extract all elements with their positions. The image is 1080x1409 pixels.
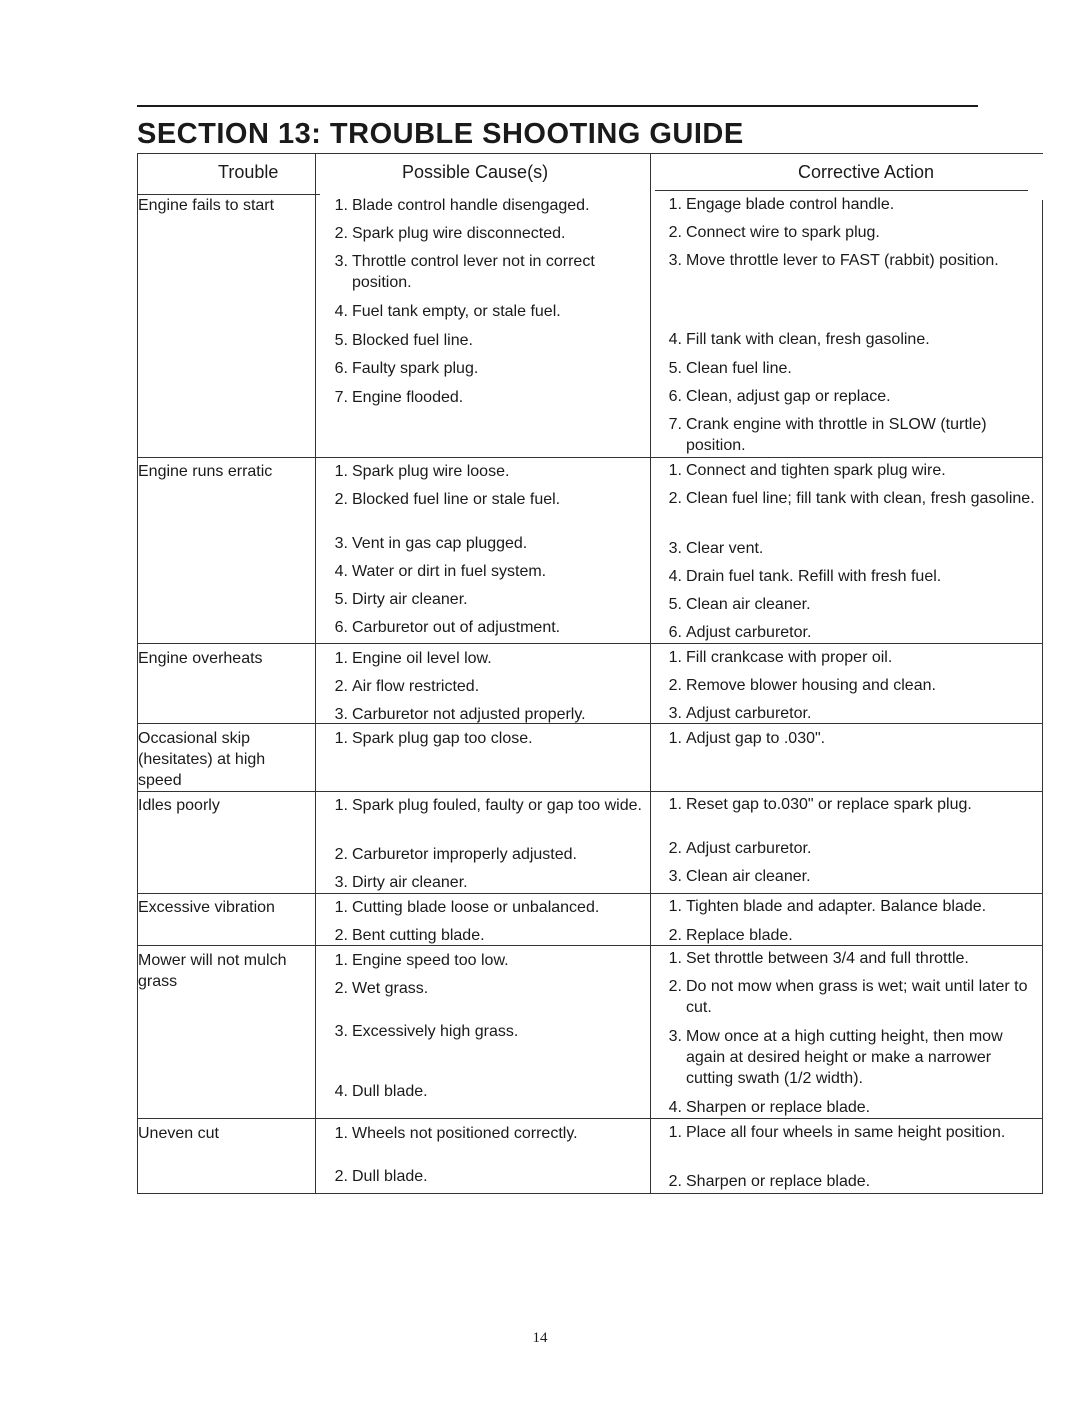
action-item: 4. Drain fuel tank. Refill with fresh fuel. [668, 568, 942, 585]
action-item: 2. Adjust carburetor. [668, 840, 812, 857]
action-item: 2. Remove blower housing and clean. [668, 677, 936, 694]
action-item: 3. Clear vent. [668, 540, 764, 557]
header-corrective-action: Corrective Action [798, 162, 935, 182]
action-item: 2. Replace blade. [668, 927, 793, 944]
trouble-cell: Engine fails to start [138, 197, 275, 214]
trouble-cell: Occasional skip (hesitates) at high speed [138, 730, 266, 789]
cause-item: 2. Blocked fuel line or stale fuel. [334, 491, 561, 508]
cause-item: 4. Dull blade. [334, 1083, 428, 1100]
action-item: 1. Fill crankcase with proper oil. [668, 649, 893, 666]
cause-item: 7. Engine flooded. [334, 389, 464, 406]
cause-item: 2. Bent cutting blade. [334, 927, 485, 944]
action-item: 2. Sharpen or replace blade. [668, 1173, 871, 1190]
column-divider-1 [315, 153, 316, 1194]
cause-item: 1. Engine oil level low. [334, 650, 492, 667]
row-divider [137, 791, 1042, 792]
action-item: 3. Clean air cleaner. [668, 868, 811, 885]
row-divider [137, 643, 1042, 644]
table-border-left [137, 153, 138, 1194]
trouble-cell: Idles poorly [138, 797, 220, 814]
cause-item: 1. Spark plug gap too close. [334, 730, 533, 747]
cause-item: 1. Cutting blade loose or unbalanced. [334, 899, 600, 916]
page-number: 14 [532, 1330, 548, 1346]
action-item: 1. Tighten blade and adapter. Balance blade. [668, 898, 987, 915]
title-underline [137, 153, 1043, 154]
cause-item: 1. Wheels not positioned correctly. [334, 1125, 578, 1142]
cause-item: 2. Wet grass. [334, 980, 429, 997]
top-rule [137, 105, 978, 107]
section-title: SECTION 13: TROUBLE SHOOTING GUIDE [137, 118, 744, 150]
action-item: 3. Adjust carburetor. [668, 705, 812, 722]
action-item: 2. Clean fuel line; fill tank with clean, fresh gasoline. [668, 490, 1035, 507]
action-item: 3. Move throttle lever to FAST (rabbit) position. [668, 252, 999, 269]
cause-item: 4. Water or dirt in fuel system. [334, 563, 547, 580]
action-item: 4. Sharpen or replace blade. [668, 1099, 871, 1116]
cause-item: 2. Dull blade. [334, 1168, 428, 1185]
trouble-cell: Engine runs erratic [138, 463, 273, 480]
action-item: 1. Reset gap to.030" or replace spark plug. [668, 796, 972, 813]
header-underline-action [655, 190, 1028, 191]
cause-item: 1. Engine speed too low. [334, 952, 509, 969]
cause-item: 6. Carburetor out of adjustment. [334, 619, 561, 636]
cause-item: 2. Carburetor improperly adjusted. [334, 846, 577, 863]
action-item: 1. Adjust gap to .030". [668, 730, 826, 747]
action-item: 1. Place all four wheels in same height position. [668, 1124, 1006, 1141]
cause-item: 5. Blocked fuel line. [334, 332, 473, 349]
cause-item: 2. Air flow restricted. [334, 678, 480, 695]
cause-item: 3. Carburetor not adjusted properly. [334, 706, 586, 723]
action-item: 2. Do not mow when grass is wet; wait until later to cut. [668, 978, 1028, 1016]
cause-item: 3. Throttle control lever not in correct position. [334, 253, 595, 291]
cause-item: 2. Spark plug wire disconnected. [334, 225, 566, 242]
trouble-cell: Excessive vibration [138, 899, 275, 916]
row-divider [137, 457, 1042, 458]
row-divider [137, 1118, 1042, 1119]
action-item: 1. Set throttle between 3/4 and full throttle. [668, 950, 969, 967]
action-item: 5. Clean fuel line. [668, 360, 792, 377]
cause-item: 1. Blade control handle disengaged. [334, 197, 590, 214]
table-border-right [1042, 200, 1043, 1194]
trouble-cell: Engine overheats [138, 650, 263, 667]
action-item: 4. Fill tank with clean, fresh gasoline. [668, 331, 930, 348]
column-divider-2 [650, 153, 651, 1194]
action-item: 2. Connect wire to spark plug. [668, 224, 880, 241]
action-item: 1. Engage blade control handle. [668, 196, 895, 213]
action-item: 1. Connect and tighten spark plug wire. [668, 462, 946, 479]
action-item: 3. Mow once at a high cutting height, then mow again at desired height or make a narrower cutting swath (1/2 width). [668, 1028, 1003, 1087]
row-divider [137, 893, 1042, 894]
trouble-cell: Uneven cut [138, 1125, 219, 1142]
cause-item: 3. Dirty air cleaner. [334, 874, 468, 891]
cause-item: 1. Spark plug fouled, faulty or gap too wide. [334, 797, 642, 814]
cause-item: 6. Faulty spark plug. [334, 360, 479, 377]
header-possible-causes: Possible Cause(s) [402, 162, 549, 182]
cause-item: 3. Excessively high grass. [334, 1023, 519, 1040]
action-item: 6. Clean, adjust gap or replace. [668, 388, 891, 405]
cause-item: 1. Spark plug wire loose. [334, 463, 510, 480]
action-item: 6. Adjust carburetor. [668, 624, 812, 641]
action-item: 7. Crank engine with throttle in SLOW (turtle) position. [668, 416, 987, 454]
cause-item: 3. Vent in gas cap plugged. [334, 535, 528, 552]
cause-item: 4. Fuel tank empty, or stale fuel. [334, 303, 561, 320]
header-trouble: Trouble [218, 162, 279, 182]
table-border-bottom [137, 1193, 1042, 1194]
cause-item: 5. Dirty air cleaner. [334, 591, 468, 608]
action-item: 5. Clean air cleaner. [668, 596, 811, 613]
trouble-cell: Mower will not mulch grass [138, 952, 287, 990]
